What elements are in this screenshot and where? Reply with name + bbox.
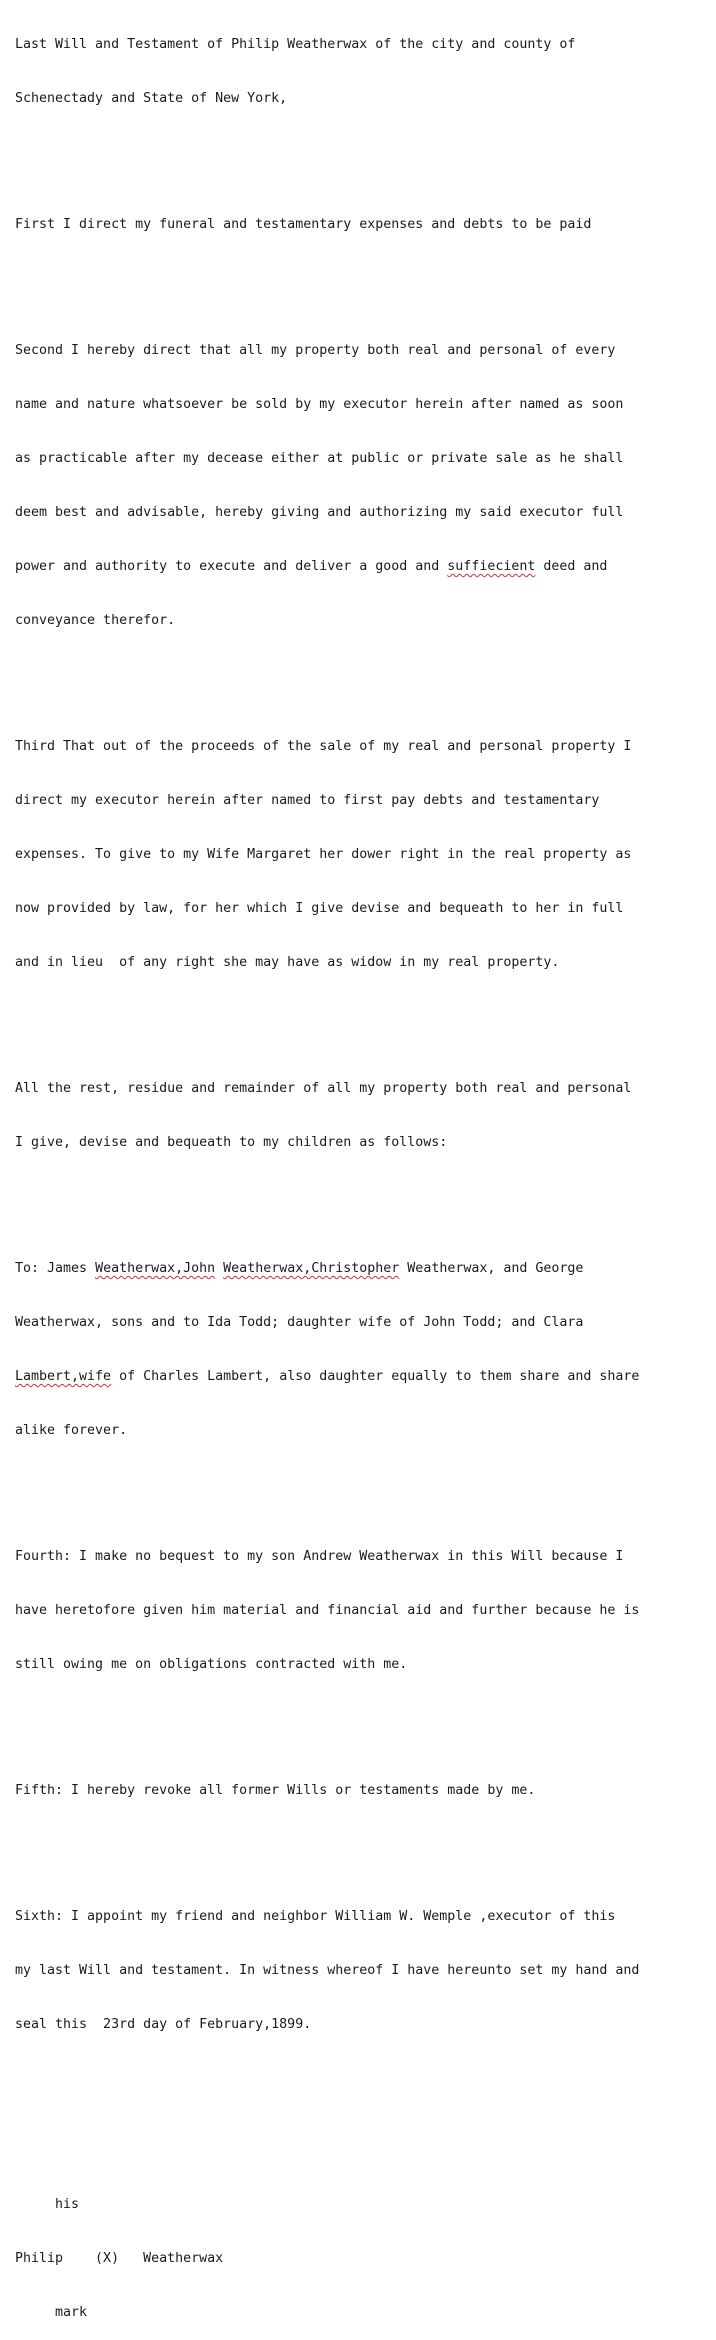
misspelled-word[interactable]: Weatherwax,John	[95, 1261, 216, 1276]
third-clause-line-4: now provided by law, for her which I give devise and bequeath to her in full	[15, 901, 624, 916]
residue-clause-line-1: All the rest, residue and remainder of all my property both real and personal	[15, 1081, 632, 1096]
fourth-clause-line-2: have heretofore given him material and financial aid and further because he is	[15, 1603, 640, 1618]
second-clause-line-4: deem best and advisable, hereby giving and authorizing my said executor full	[15, 505, 624, 520]
text-run: Weatherwax, and George	[399, 1261, 584, 1276]
third-clause-line-3: expenses. To give to my Wife Margaret her dower right in the real property as	[15, 847, 632, 862]
text-run: To: James	[15, 1261, 96, 1276]
fourth-clause-line-3: still owing me on obligations contracted with me.	[15, 1657, 408, 1672]
signature-name: Philip (X) Weatherwax	[15, 2251, 224, 2266]
bequest-line-4: alike forever.	[15, 1423, 128, 1438]
bequest-line-2: Weatherwax, sons and to Ida Todd; daughter wife of John Todd; and Clara	[15, 1315, 584, 1330]
bequest-line-3	[15, 1368, 715, 1386]
heading-line-2: Schenectady and State of New York,	[15, 91, 288, 106]
second-clause-line-5	[15, 558, 715, 576]
misspelled-word[interactable]: suffiecient	[447, 559, 536, 574]
will-document[interactable]	[15, 0, 715, 2340]
sixth-clause-line-2: my last Will and testament. In witness whereof I have hereunto set my hand and	[15, 1963, 640, 1978]
second-clause-line-3: as practicable after my decease either at public or private sale as he shall	[15, 451, 624, 466]
third-clause-line-2: direct my executor herein after named to first pay debts and testamentary	[15, 793, 600, 808]
bequest-line-1	[15, 1260, 715, 1278]
signature-his: his	[15, 2197, 80, 2212]
misspelled-word[interactable]: Weatherwax,Christopher	[223, 1261, 400, 1276]
misspelled-word[interactable]: Lambert,wife	[15, 1369, 112, 1384]
fifth-clause: Fifth: I hereby revoke all former Wills or testaments made by me.	[15, 1783, 536, 1798]
third-clause-line-1: Third That out of the proceeds of the sale of my real and personal property I	[15, 739, 632, 754]
text-run	[215, 1261, 223, 1276]
second-clause-line-1: Second I hereby direct that all my property both real and personal of every	[15, 343, 616, 358]
text-run: power and authority to execute and deliver a good and	[15, 559, 448, 574]
first-clause: First I direct my funeral and testamentary expenses and debts to be paid	[15, 217, 592, 232]
signature-mark: mark	[15, 2305, 88, 2320]
third-clause-line-5: and in lieu of any right she may have as widow in my real property.	[15, 955, 560, 970]
heading-line-1: Last Will and Testament of Philip Weatherwax of the city and county of	[15, 37, 576, 52]
second-clause-line-6: conveyance therefor.	[15, 613, 176, 628]
fourth-clause-line-1: Fourth: I make no bequest to my son Andrew Weatherwax in this Will because I	[15, 1549, 624, 1564]
residue-clause-line-2: I give, devise and bequeath to my children as follows:	[15, 1135, 448, 1150]
sixth-clause-line-1: Sixth: I appoint my friend and neighbor William W. Wemple ,executor of this	[15, 1909, 616, 1924]
text-run: of Charles Lambert, also daughter equally to them share and share	[111, 1369, 640, 1384]
second-clause-line-2: name and nature whatsoever be sold by my executor herein after named as soon	[15, 397, 624, 412]
sixth-clause-line-3: seal this 23rd day of February,1899.	[15, 2017, 312, 2032]
text-run: deed and	[535, 559, 608, 574]
